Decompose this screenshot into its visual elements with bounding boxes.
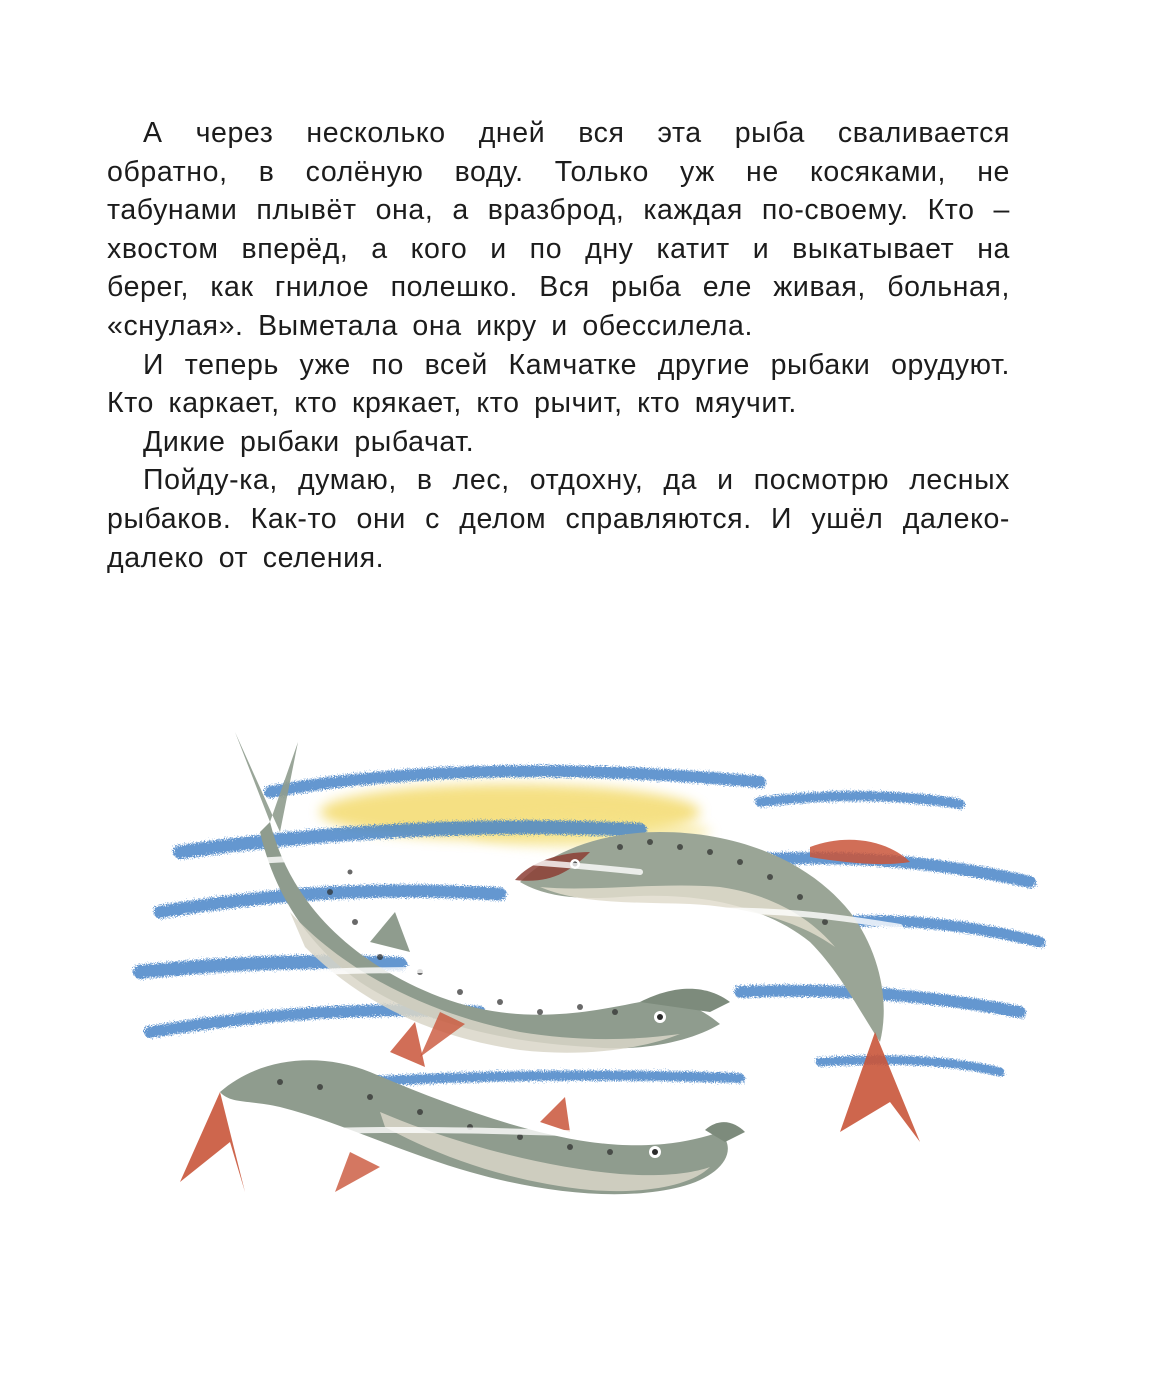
paragraph-3: Дикие рыбаки рыбачат. — [143, 425, 475, 458]
paragraph-4: Пойду-ка, думаю, в лес, отдохну, да и посмотрю лесных рыбаков. Как-то они с делом справляются. И ушёл далеко-далеко от селения. — [107, 464, 1010, 574]
story-text — [107, 114, 1010, 577]
paragraph-2: И теперь уже по всей Камчатке другие рыбаки орудуют. Кто каркает, кто крякает, кто рычит, кто мяучит. — [107, 348, 1010, 420]
salmon-illustration-svg — [120, 712, 1060, 1272]
salmon-lower — [180, 1022, 745, 1194]
salmon-right — [515, 832, 920, 1142]
paragraph-1: А через несколько дней вся эта рыба сваливается обратно, в солёную воду. Только уж не косяками, не табунами плывёт она, а вразброд, каждая по-своему. Кто – хвостом вперёд, а кого и по дну катит и выкатывает на берег, как гнилое полешко. Вся рыба еле живая, больная, «снулая». Выметала она икру и обессилела. — [107, 117, 1010, 342]
salmon-illustration — [120, 712, 1060, 1272]
